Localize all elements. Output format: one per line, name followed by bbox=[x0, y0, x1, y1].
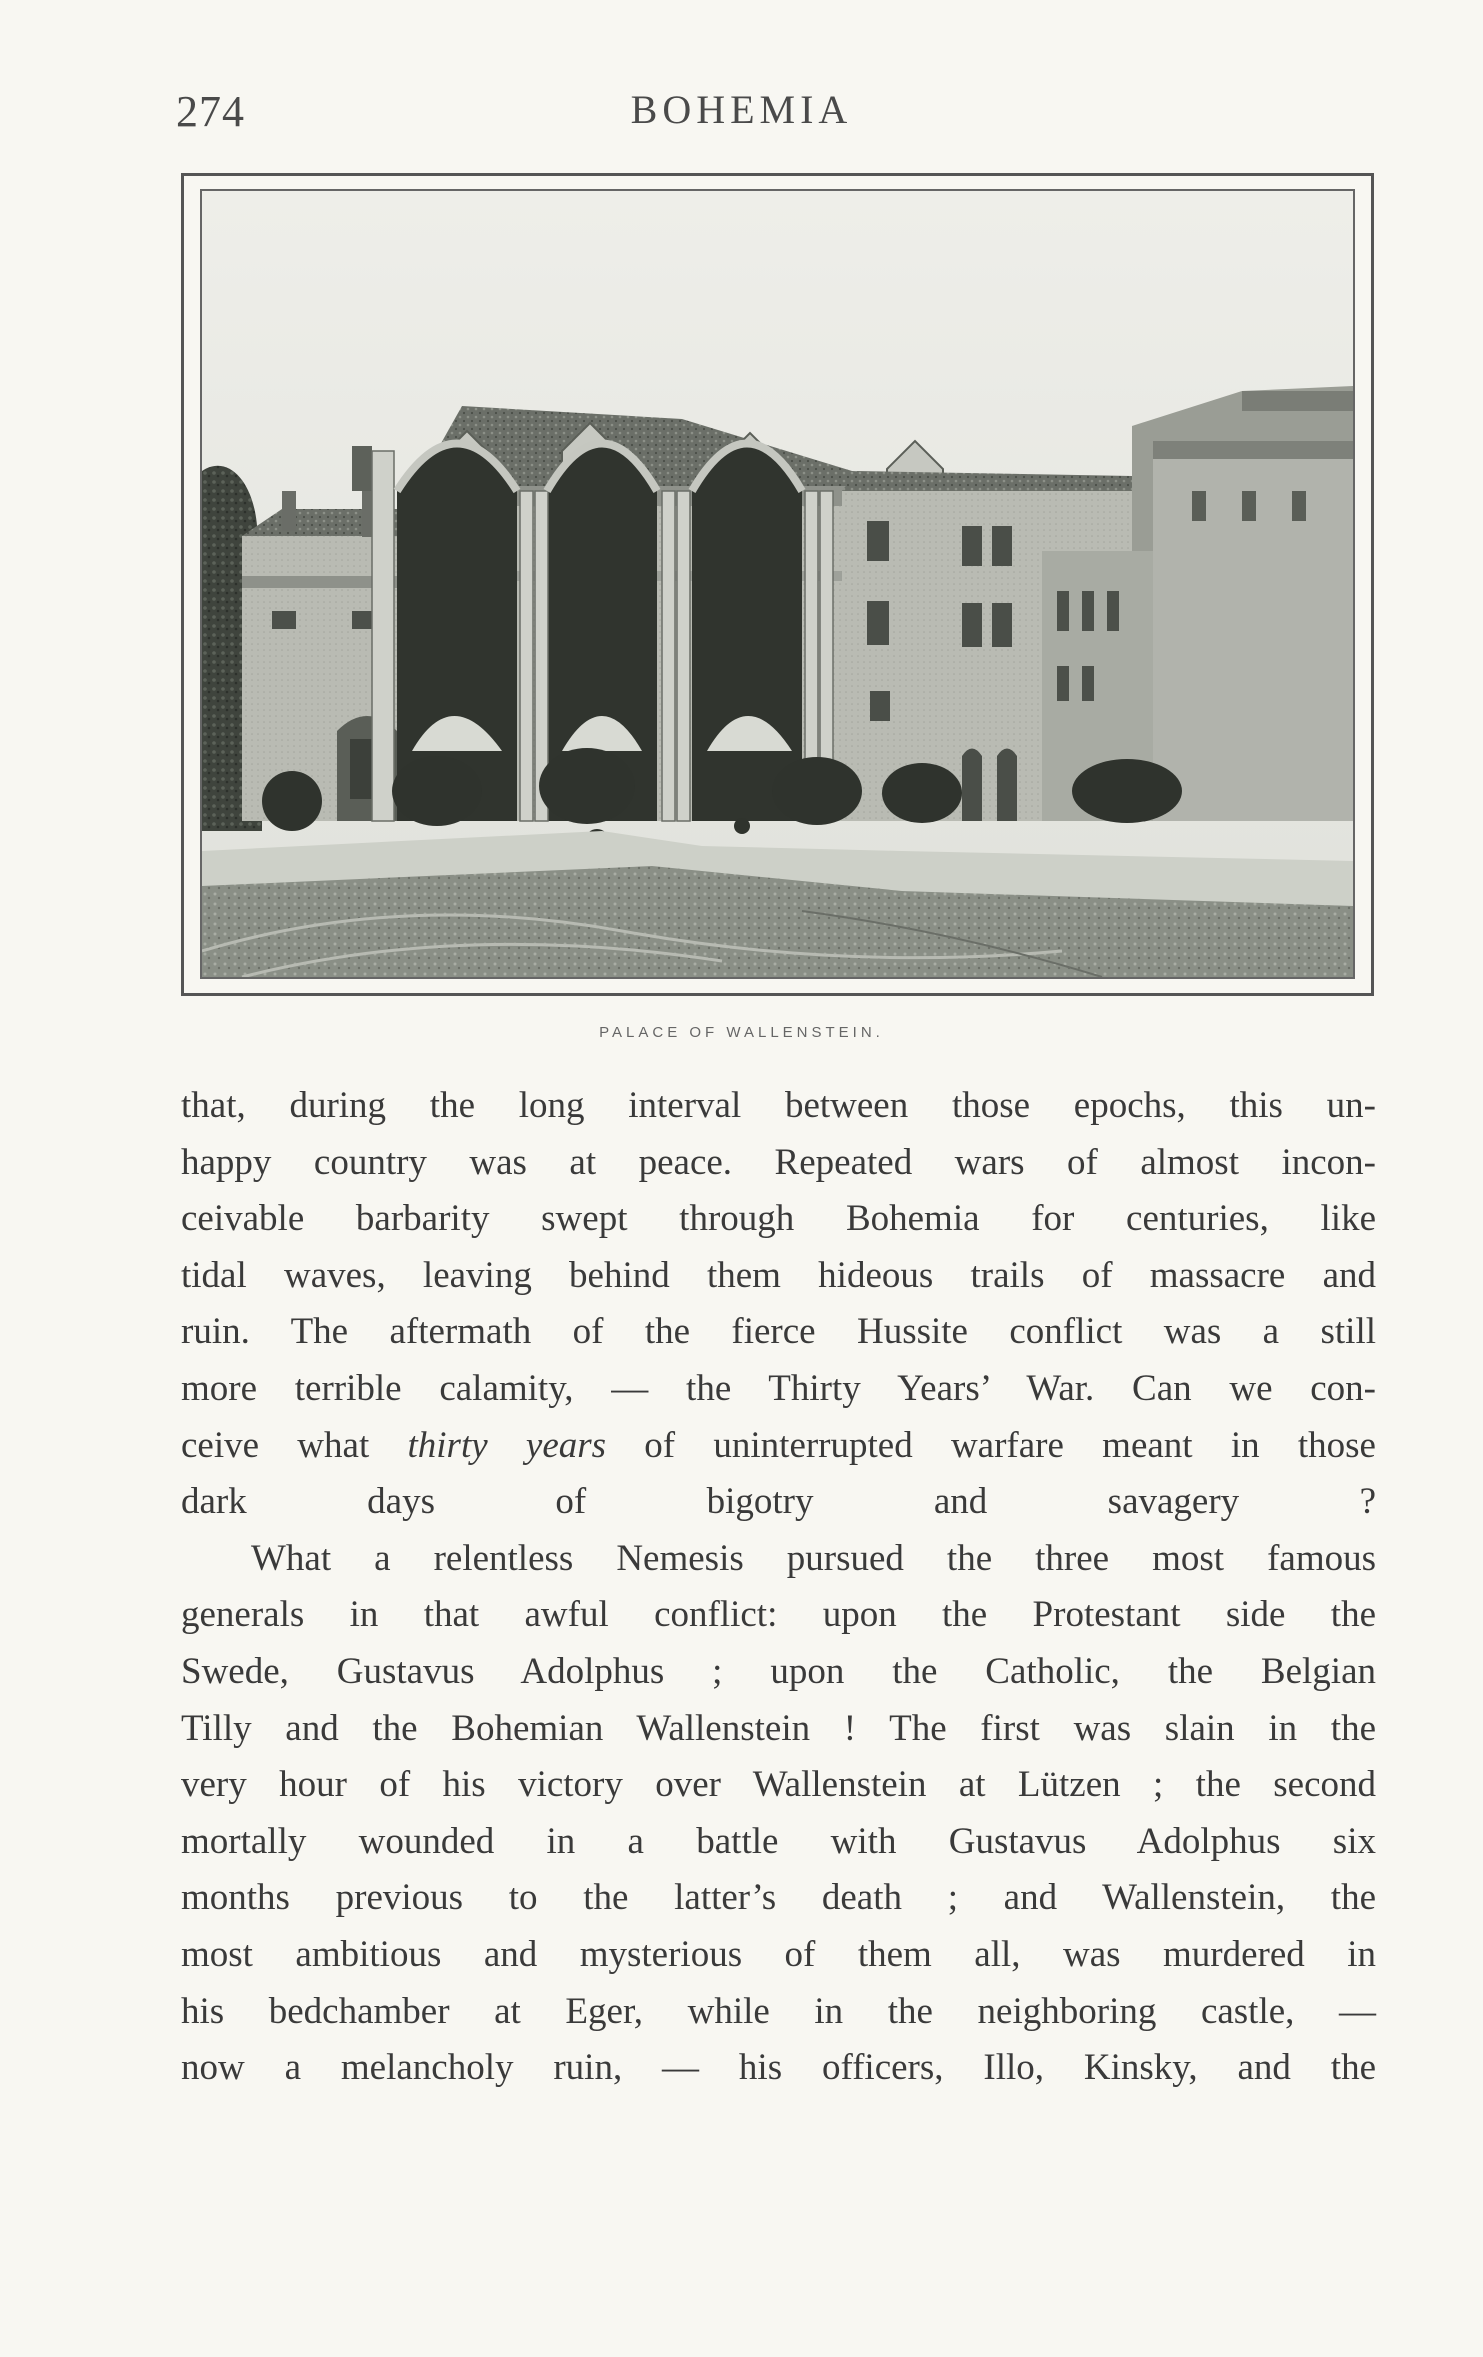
text-line bbox=[181, 1135, 1376, 1192]
text-segment: most ambitious and mysterious of them all, was murdered in bbox=[181, 1933, 1376, 1975]
text-line bbox=[181, 1418, 1376, 1475]
text-line bbox=[181, 1870, 1376, 1927]
text-line bbox=[181, 1927, 1376, 1984]
text-segment: now a melancholy ruin, — his officers, Illo, Kinsky, and the bbox=[181, 2047, 1376, 2089]
text-line bbox=[181, 2040, 1376, 2097]
text-segment: dark days of bigotry and savagery ? bbox=[181, 1481, 1376, 1523]
text-segment: ceive what bbox=[181, 1424, 408, 1466]
text-segment: months previous to the latter’s death ; and Wallenstein, the bbox=[181, 1877, 1376, 1919]
text-line bbox=[181, 1078, 1376, 1135]
text-line bbox=[181, 1248, 1376, 1305]
text-segment: Swede, Gustavus Adolphus ; upon the Catholic, the Belgian bbox=[181, 1650, 1376, 1692]
text-line bbox=[181, 1587, 1376, 1644]
running-title: BOHEMIA bbox=[630, 87, 853, 132]
text-line bbox=[181, 1644, 1376, 1701]
text-line bbox=[181, 1757, 1376, 1814]
palace-engraving bbox=[202, 191, 1353, 977]
text-segment: mortally wounded in a battle with Gustavus Adolphus six bbox=[181, 1820, 1376, 1862]
text-line bbox=[181, 1361, 1376, 1418]
text-line bbox=[181, 1304, 1376, 1361]
running-head bbox=[0, 76, 1483, 136]
text-segment: of uninterrupted warfare meant in those bbox=[606, 1424, 1376, 1466]
palace-illustration bbox=[200, 189, 1355, 979]
text-segment: generals in that awful conflict: upon the Protestant side the bbox=[181, 1594, 1376, 1636]
illustration-frame bbox=[181, 173, 1374, 996]
text-segment: ruin. The aftermath of the fierce Hussite conflict was a still bbox=[181, 1311, 1376, 1353]
figure-caption: PALACE OF WALLENSTEIN. bbox=[599, 1024, 884, 1041]
page-number: 274 bbox=[176, 87, 245, 136]
text-segment: tidal waves, leaving behind them hideous trails of massacre and bbox=[181, 1254, 1376, 1296]
text-segment: Tilly and the Bohemian Wallenstein ! The first was slain in the bbox=[181, 1707, 1376, 1749]
text-segment: his bedchamber at Eger, while in the neighboring castle, — bbox=[181, 1990, 1376, 2032]
text-line bbox=[181, 1984, 1376, 2041]
text-segment: more terrible calamity, — the Thirty Years’ War. Can we con- bbox=[181, 1367, 1376, 1409]
text-line bbox=[181, 1531, 1376, 1588]
text-segment: What a relentless Nemesis pursued the three most famous bbox=[251, 1537, 1376, 1579]
text-segment: very hour of his victory over Wallenstein at Lützen ; the second bbox=[181, 1764, 1376, 1806]
text-line bbox=[181, 1701, 1376, 1758]
text-line bbox=[181, 1814, 1376, 1871]
text-segment: thirty years bbox=[407, 1424, 607, 1466]
text-segment: that, during the long interval between those epochs, this un- bbox=[181, 1085, 1376, 1126]
text-segment: ceivable barbarity swept through Bohemia for centuries, like bbox=[181, 1198, 1376, 1240]
text-segment: happy country was at peace. Repeated wars of almost incon- bbox=[181, 1141, 1376, 1183]
text-line bbox=[181, 1191, 1376, 1248]
text-line bbox=[181, 1474, 1376, 1531]
body-text bbox=[181, 1078, 1376, 2097]
